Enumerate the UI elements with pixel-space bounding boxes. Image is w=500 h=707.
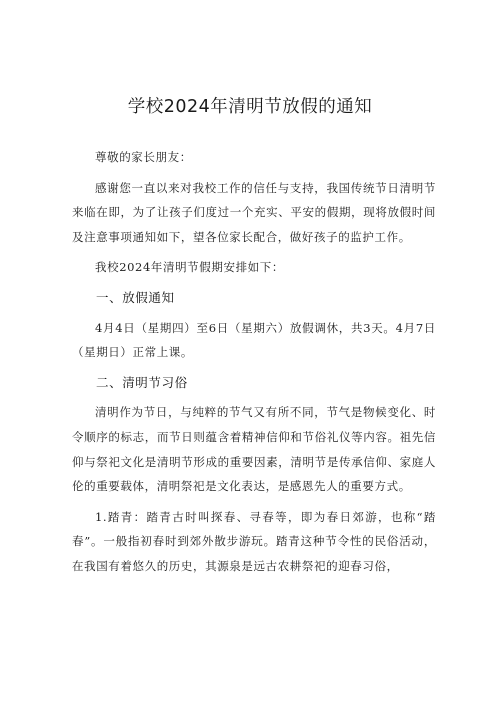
document-body bbox=[72, 145, 436, 585]
salutation: 尊敬的家长朋友： bbox=[95, 150, 192, 164]
intro-paragraph: 感谢您一直以来对我校工作的信任与支持，我国传统节日清明节来临在即，为了让孩子们度过一个充实、平安的假期，现将放假时间及注意事项通知如下，望各位家长配合，做好孩子的监护工作。 bbox=[72, 180, 436, 244]
customs-item-taqing: 1.踏青：踏青古时叫探春、寻春等，即为春日郊游，也称“踏春”。一般指初春时到郊外散步游玩。踏青这种节令性的民俗活动，在我国有着悠久的历史，其源泉是远古农耕祭祀的迎春习俗， bbox=[72, 509, 436, 573]
section-heading-holiday: 一、放假通知 bbox=[96, 289, 175, 305]
section-heading-customs: 二、清明节习俗 bbox=[96, 374, 188, 390]
customs-paragraph: 清明作为节日，与纯粹的节气又有所不同，节气是物候变化、时令顺序的标志，而节日则蕴含着精神信仰和节俗礼仪等内容。祖先信仰与祭祀文化是清明节形成的重要因素，清明节是传承信仰、家庭人伦的重要载体，清明祭祀是文化表达，是感恩先人的重要方式。 bbox=[72, 405, 436, 494]
schedule-intro: 我校2024年清明节假期安排如下： bbox=[95, 260, 284, 275]
holiday-paragraph: 4月4日（星期四）至6日（星期六）放假调休，共3天。4月7日（星期日）正常上课。 bbox=[72, 320, 436, 360]
document-title: 学校2024年清明节放假的通知 bbox=[127, 97, 373, 117]
